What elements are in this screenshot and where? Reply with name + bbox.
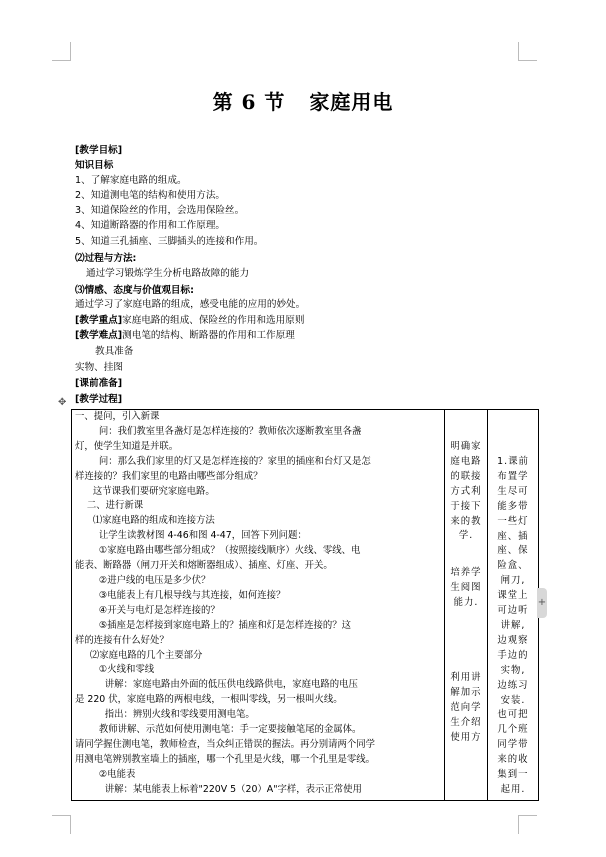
preparation-heading: [课前准备] [75,378,123,389]
lesson-process-table [71,409,539,801]
purpose-line: 解加示 [450,686,482,698]
note-line: 布置学 [497,470,529,482]
purpose-cell [445,410,488,801]
crop-mark-top-right [518,42,537,61]
difficult-points-label: [教学难点] [75,330,123,341]
process-main-cell [72,410,445,801]
note-line: 集到一 [497,769,529,781]
process-line: 讲解：某电能表上标着"220V 5（20）A"字样，表示正常使用 [75,783,362,795]
note-line: 可边听 [497,605,529,617]
knowledge-item: 1、了解家庭电路的组成。 [75,175,187,186]
process-line: 问：我们教室里各盏灯是怎样连接的？教师依次逐断教室里各盏 [75,425,362,437]
note-line: 同学带 [497,739,529,751]
purpose-line: 生阅图 [450,582,482,594]
crop-mark-bottom-left [52,815,71,834]
process-line: 讲解：家庭电路由外面的低压供电线路供电，家庭电路的电压 [75,679,358,691]
process-line: ④开关与电灯是怎样连接的？ [75,604,220,616]
process-line: 样连接的？我们家里的电路由哪些部分组成？ [75,470,263,482]
process-line: 让学生读教材图 4-46和图 4-47，回答下列问题： [75,530,307,542]
crop-mark-top-left [52,42,71,61]
expand-plus-icon[interactable]: + [537,588,547,618]
note-line: 实物, [500,664,526,676]
process-line: ③电能表上有几根导线与其连接，如何连接？ [75,589,286,601]
purpose-line: 明确家 [450,441,482,452]
key-points [75,314,304,327]
process-line: ⑤插座是怎样接到家庭电路上的？插座和灯是怎样连接的？这 [75,619,351,631]
note-line: 手边的 [497,649,529,661]
note-line: 边观察 [497,634,529,646]
purpose-line: 使用方 [450,731,482,743]
process-line: ②电能表 [75,768,136,780]
difficult-points [75,329,295,342]
process-line: 能表、断路器（闸刀开关和熔断器组成）、插座、灯座、开关。 [75,560,333,572]
purpose-line: 的联接 [450,470,482,482]
knowledge-item: 2、知道测电笔的结构和使用方法。 [75,190,226,201]
process-line: ①家庭电路由哪些部分组成？（按照接线顺序）火线、零线、电 [75,545,361,557]
title-topic: 家庭用电 [309,90,394,114]
purpose-line: 生介绍 [450,716,482,728]
purpose-line: 能力. [453,597,479,609]
process-line: 是 220 伏，家庭电路的两根电线，一根叫零线，另一根叫火线。 [75,694,343,706]
note-line: 1.课前 [497,456,529,467]
note-line: 来的收 [497,754,529,766]
purpose-line: 来的教 [450,515,482,527]
key-points-label: [教学重点] [75,315,123,326]
process-line: ②进户线的电压是多少伏？ [75,574,211,586]
note-line: 边练习 [497,679,529,691]
purpose-line: 范向学 [450,701,482,713]
note-line: 座、保 [497,545,529,557]
process-line: 问：那么我们家里的灯又是怎样连接的？家里的插座和台灯又是怎 [75,455,371,467]
knowledge-heading: 知识目标 [75,160,114,171]
key-points-text: 家庭电路的组成、保险丝的作用和选用原则 [122,315,305,326]
process-line: 教师讲解、示范如何使用测电笔：手一定要接触笔尾的金属体。 [75,724,362,736]
difficult-points-text: 测电笔的结构、断路器的作用和工作原理 [122,330,295,341]
purpose-line: 庭电路 [450,455,482,467]
process-line: 指出：辨别火线和零线要用测电笔。 [75,709,255,721]
process-line: 二、进行新课 [75,500,144,512]
materials-label: 教具准备 [95,346,134,357]
knowledge-item: 3、知道保险丝的作用，会选用保险丝。 [75,205,245,216]
process-line: ①火线和零线 [75,664,155,676]
attitude-heading: ⑶情感、态度与价值观目标: [75,285,194,296]
purpose-line: 方式利 [450,485,482,497]
purpose-line: 培养学 [450,567,482,579]
objectives-heading: [教学目标] [75,145,123,156]
note-line: 安装. [500,694,526,706]
process-line: 灯，使学生知道是并联。 [75,440,179,452]
page-title [0,86,606,115]
purpose-line: 学. [458,530,474,542]
attitude-text: 通过学习了家庭电路的组成，感受电能的应用的妙处。 [75,299,306,310]
knowledge-item: 5、知道三孔插座、三脚插头的连接和作用。 [75,236,264,247]
materials-text: 实物、挂图 [75,362,123,373]
note-line: 闸刀, [500,575,526,587]
note-line: 一些灯 [497,515,529,527]
process-line: ⑵家庭电路的几个主要部分 [75,649,203,661]
process-line: 样的连接有什么好处？ [75,634,169,646]
process-line: 一、提问，引入新课 [75,411,160,422]
process-text: 通过学习锻炼学生分析电路故障的能力 [86,268,250,279]
note-line: 课堂上 [497,590,529,602]
note-line: 几个班 [497,724,529,736]
process-line: 请同学握住测电笔，教师检查，当众纠正错误的握法。再分别请两个同学 [75,738,376,750]
process-section-heading: [教学过程] [75,394,123,405]
process-line: 用测电笔辨别教室墙上的插座，哪一个孔里是火线，哪一个孔里是零线。 [75,753,376,765]
note-line: 能多带 [497,500,529,512]
note-line: 生尽可 [497,485,529,497]
purpose-line: 于接下 [450,500,482,512]
knowledge-item: 4、知道断路器的作用和工作原理。 [75,220,226,231]
process-line: 这节课我们要研究家庭电路。 [75,485,215,497]
title-section: 第 6 节 [212,90,286,114]
purpose-line: 利用讲 [450,672,482,684]
notes-cell [488,410,539,801]
note-line: 起用. [500,783,526,795]
process-line: ⑴家庭电路的组成和连接方法 [75,515,215,527]
note-line: 讲解, [500,619,526,631]
note-line: 也可把 [497,709,529,721]
table-move-icon[interactable]: ✥ [58,397,67,408]
crop-mark-bottom-right [518,815,537,834]
process-heading: ⑵过程与方法: [75,253,137,264]
note-line: 座、插 [497,530,529,542]
note-line: 险盒、 [497,560,529,572]
